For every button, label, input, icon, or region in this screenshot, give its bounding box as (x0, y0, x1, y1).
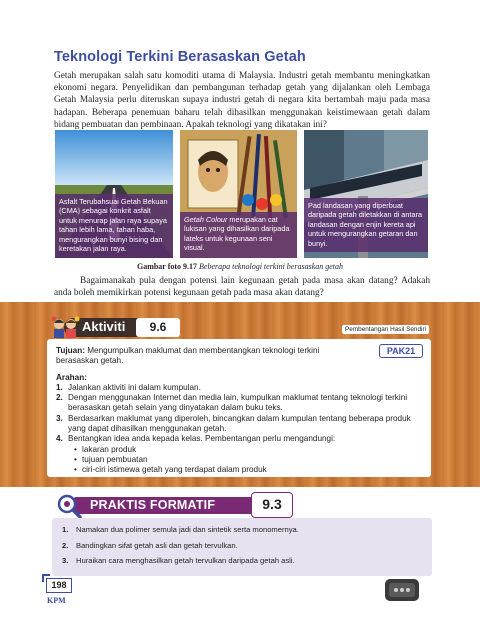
instructions-list (56, 383, 422, 476)
step-number: 4. (56, 434, 63, 444)
activity-box (47, 339, 431, 477)
purpose-text: Mengumpulkan maklumat dan membentangkan teknologi terkini berasaskan getah. (56, 346, 320, 366)
activity-type: Pembentangan Hasil Sendiri (342, 325, 429, 334)
caption-asphalt: Asfalt Terubahsuai Getah Bekuan (CMA) sebagai konkrit asfalt untuk menurap jalan raya supaya tahan lebih lama, tahan haba, mengurangkan bunyi bising dan keretakan jalan raya. (55, 194, 173, 258)
praktis-label: PRAKTIS FORMATIF (90, 498, 216, 512)
instruction-step (56, 393, 422, 414)
magnifier-icon (56, 493, 82, 519)
step-number: 3. (56, 413, 63, 423)
caption-getah-colour-italic: Getah Colour (184, 215, 228, 224)
purpose-label: Tujuan: (56, 346, 85, 355)
publisher-label: KPM (47, 596, 66, 605)
page-number: 198 (46, 578, 72, 593)
activity-purpose (56, 346, 346, 367)
activity-number: 9.6 (136, 318, 180, 337)
figure-label: Gambar foto 9.17 (136, 262, 198, 271)
photo-monorail (304, 130, 428, 258)
praktis-number: 9.3 (251, 492, 293, 518)
question-number: 2. (62, 540, 69, 550)
question-paragraph: Bagaimanakah pula dengan potensi lain kegunaan getah pada masa akan datang? Adakah anda boleh memikirkan potensi kegunaan getah pada masa akan datang? (54, 276, 430, 299)
step-text: Jalankan aktiviti ini dalam kumpulan. (68, 382, 201, 392)
photo-paint-brushes (180, 130, 297, 258)
step-text: Berdasarkan maklumat yang diperoleh, bincangkan dalam kumpulan tentang beberapa produk yang dapat dihasilkan menggunakan getah. (68, 413, 411, 434)
step-number: 1. (56, 382, 63, 392)
photo-asphalt-road (55, 130, 173, 258)
step-text: Bentangkan idea anda kepada kelas. Pembentangan perlu mengandungi: (68, 434, 336, 444)
question-item (62, 525, 422, 535)
caption-getah-colour-text: merupakan cat lukisan yang dihasilkan daripada lateks untuk kegunaan seni visual. (184, 215, 290, 253)
question-text: Huraikan cara menghasilkan getah tervulkan daripada getah asli. (76, 556, 295, 566)
instructions-heading: Arahan: (56, 372, 87, 382)
praktis-questions (52, 518, 432, 576)
sub-item: • lakaran produk (74, 445, 422, 455)
caption-getah-colour (180, 212, 297, 258)
question-list (62, 525, 422, 566)
sub-item: • tujuan pembuatan (74, 455, 422, 465)
question-text: Bandingkan sifat getah asli dan getah tervulkan. (76, 540, 238, 550)
photo-strip (55, 130, 428, 258)
instruction-step (56, 414, 422, 435)
praktis-header (56, 493, 282, 519)
figure-caption-text: Beberapa teknologi terkini berasaskan getah (197, 262, 344, 271)
activity-header (44, 318, 431, 338)
film-badge-icon (384, 578, 420, 602)
students-icon (50, 316, 80, 338)
presentation-content-list (68, 445, 422, 476)
question-number: 1. (62, 525, 69, 534)
caption-track-pad: Pad landasan yang diperbuat daripada getah diletakkan di antara landasan dengan enjin kereta api untuk mengurangkan getaran dan bunyi. (304, 198, 428, 252)
instruction-step (56, 434, 422, 475)
pak21-badge: PAK21 (379, 344, 423, 358)
question-number: 3. (62, 556, 69, 566)
intro-paragraph: Getah merupakan salah satu komoditi utama di Malaysia. Industri getah membantu meningkatkan ekonomi negara. Penyelidikan dan pembangunan terhadap getah yang dijalankan oleh Lembaga Getah Malaysia perlu diteruskan supaya industri getah di negara kita bertambah maju pada masa hadapan. Beberapa penemuan baharu telah dihasilkan menggunakan keistimewaan getah dalam bidang pembuatan dan pembinaan. Apakah teknologi yang dikatakan ini? (54, 71, 430, 130)
question-text: Namakan dua polimer semula jadi dan sintetik serta monomernya. (76, 525, 299, 534)
sub-item: • ciri-ciri istimewa getah yang terdapat dalam produk (74, 465, 422, 475)
figure-caption (0, 262, 480, 271)
section-title: Teknologi Terkini Berasaskan Getah (54, 49, 306, 65)
instruction-step (56, 383, 422, 393)
question-item (62, 541, 422, 551)
step-number: 2. (56, 393, 63, 403)
activity-label: Aktiviti (82, 319, 126, 334)
question-item (62, 556, 422, 566)
step-text: Dengan menggunakan Internet dan media lain, kumpulkan maklumat tentang teknologi terkini berasaskan getah selain yang dinyatakan dalam buku teks. (68, 393, 408, 413)
